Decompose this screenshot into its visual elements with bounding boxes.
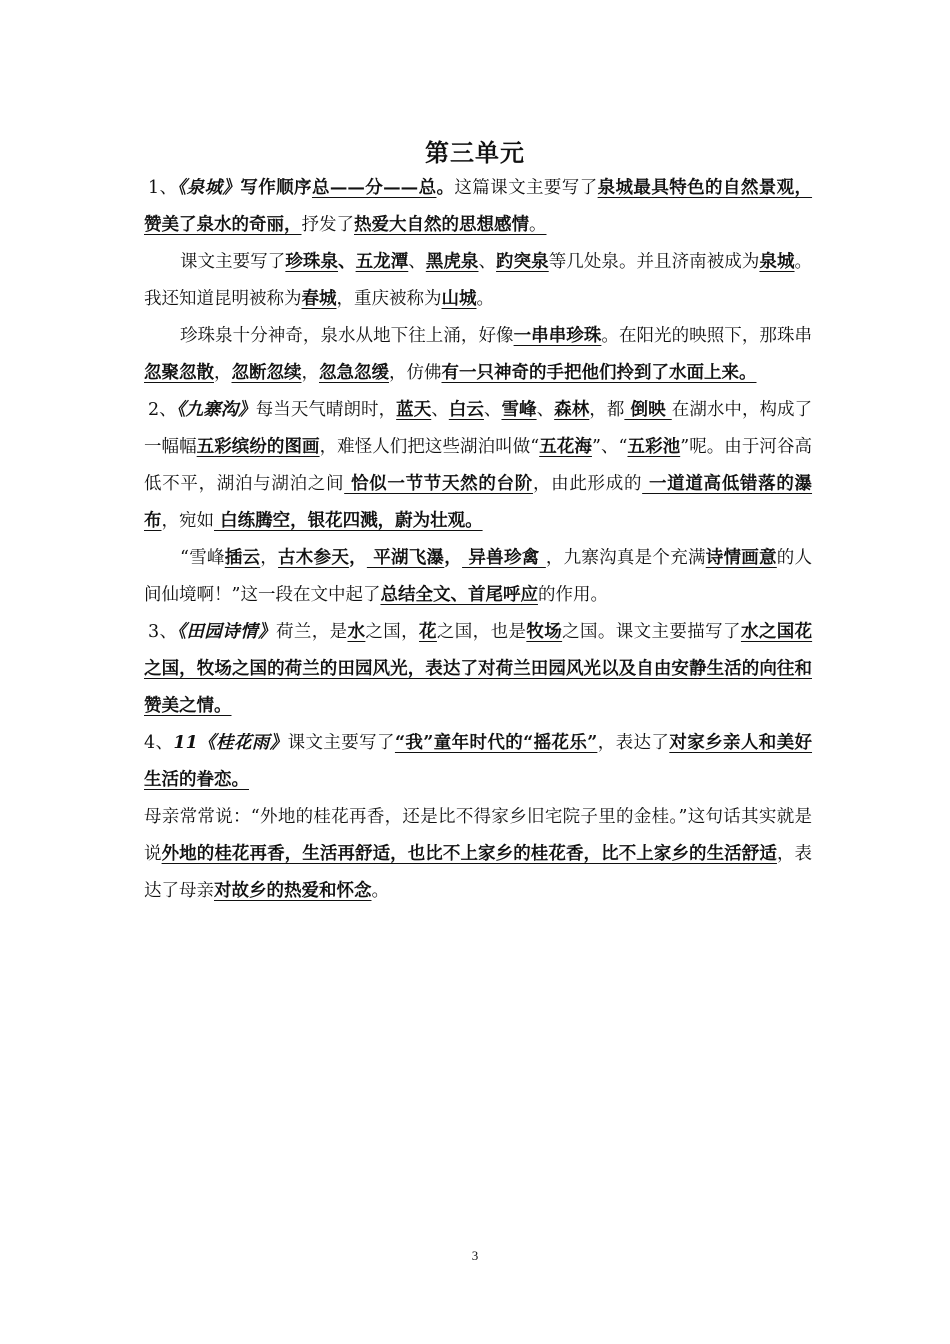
answer: 山城	[441, 289, 477, 309]
answer: 平湖飞瀑	[366, 548, 445, 568]
answer: 白练腾空，银花四溅，蔚为壮观。	[214, 511, 483, 531]
answer: 五彩缤纷的图画	[196, 437, 320, 457]
paragraph-springs	[144, 244, 812, 318]
answer: 插云	[224, 548, 261, 568]
answer: 总——分——总	[311, 178, 437, 198]
text: “雪峰	[180, 548, 225, 568]
text: 、	[431, 400, 449, 420]
lesson-title: 11《桂花雨》	[173, 733, 288, 753]
answer: 忽急忽缓	[319, 363, 389, 383]
text: ，	[214, 363, 232, 383]
answer: 水	[347, 622, 366, 642]
answer: 对家乡亲人和美好生活的眷恋。	[144, 733, 813, 790]
answer: 总结全文、首尾呼应	[380, 585, 538, 605]
text: 。	[371, 881, 389, 901]
item-number: 3、	[148, 622, 178, 642]
answer: 水之国花之国，牧场之国的荷兰的田园风光，表达了对荷兰田园风光以及自由安静生活的向往和赞美之情。	[144, 622, 813, 716]
paragraph-mother-quote	[144, 799, 812, 910]
text: 之国，也是	[436, 622, 527, 642]
text: 。	[476, 289, 494, 309]
text: ，重庆被称为	[336, 289, 442, 309]
answer: “我”童年时代的“摇花乐”	[394, 733, 598, 753]
answer: 五花海	[539, 437, 592, 457]
answer: 五龙潭	[355, 252, 409, 272]
lesson-title: 《九寨沟》	[176, 400, 256, 420]
answer: 恰似一节节天然的台阶	[344, 474, 533, 494]
answer: 春城	[301, 289, 337, 309]
text: 抒发了	[301, 215, 354, 235]
answer: 趵突泉	[496, 252, 549, 272]
paragraph-quancheng-summary	[144, 170, 812, 244]
text: 课文主要写了	[180, 252, 286, 272]
text: ，由此形成的	[532, 474, 643, 494]
text: 之国。课文主要描写了	[562, 622, 741, 642]
page-title: 第三单元	[425, 138, 525, 167]
text: 这篇课文主要写了	[454, 178, 598, 198]
text: 。我还知道昆明被称为	[144, 252, 813, 309]
answer: 有一只神奇的手把他们拎到了水面上来。	[441, 363, 757, 383]
item-number: 1、	[148, 178, 178, 198]
text: ，	[349, 548, 367, 568]
text: 的人间仙境啊！”这一段在文中起了	[144, 548, 813, 605]
page-number: 3	[471, 1248, 479, 1263]
text: 写作顺序	[240, 178, 312, 198]
text: 课文主要写了	[287, 733, 395, 753]
answer: 森林	[554, 400, 590, 420]
text: 、	[338, 252, 356, 272]
answer: 泉城	[759, 252, 795, 272]
item-number: 4、	[144, 733, 174, 753]
answer: 异兽珍禽	[462, 548, 546, 568]
paragraph-pearl-spring	[144, 318, 812, 392]
answer: 诗情画意	[705, 548, 777, 568]
text: ，	[444, 548, 463, 568]
text: 等几处泉。并且济南被成为	[548, 252, 760, 272]
text: ，九寨沟真是个充满	[545, 548, 706, 568]
answer: 牧场	[526, 622, 563, 642]
lesson-title: 《田园诗情》	[177, 622, 276, 642]
answer: 花	[419, 622, 437, 642]
text: 。	[436, 178, 455, 198]
text: ，	[301, 363, 319, 383]
text: 每当天气晴朗时，	[255, 400, 397, 420]
answer: 古木参天	[278, 548, 350, 568]
text: ”、“	[591, 437, 628, 457]
text: 在湖水中，构成了一幅幅	[144, 400, 813, 457]
text: 珍珠泉十分神奇，泉水从地下往上涌，好像	[180, 326, 514, 346]
answer: 黑虎泉	[425, 252, 479, 272]
paragraph-tianyuan	[144, 614, 812, 725]
text: 。在阳光的映照下，那珠串	[601, 326, 813, 346]
text: 、	[408, 252, 426, 272]
text: ，表达了母亲	[144, 844, 813, 901]
answer: 一串串珍珠	[513, 326, 602, 346]
paragraph-guihua	[144, 725, 812, 799]
answer: 蓝天	[396, 400, 432, 420]
text: ，	[260, 548, 279, 568]
text: ，表达了	[597, 733, 670, 753]
answer: 外地的桂花再香，生活再舒适，也比不上家乡的桂花香，比不上家乡的生活舒适	[161, 844, 777, 864]
paragraph-jiuzhaigou	[144, 392, 812, 540]
text: 、	[536, 400, 555, 420]
text: 荷兰，是	[275, 622, 348, 642]
text: 。	[529, 215, 547, 235]
answer: 倒映	[624, 400, 672, 420]
lesson-title: 《泉城》	[177, 178, 241, 198]
answer: 五彩池	[627, 437, 681, 457]
answer: 白云	[448, 400, 484, 420]
document-body	[144, 170, 812, 910]
answer: 泉城最具特色的自然景观，赞美了泉水的奇丽，	[144, 178, 813, 235]
text: 、	[478, 252, 497, 272]
answer: 珍珠泉	[285, 252, 339, 272]
answer: 热爱大自然的思想感情	[354, 215, 529, 235]
answer: 对故乡的热爱和怀念	[214, 881, 372, 901]
text: ”呢。由于河谷高低不平，湖泊与湖泊之间	[144, 437, 813, 494]
text: 、	[483, 400, 502, 420]
text: ，难怪人们把这些湖泊叫做“	[319, 437, 540, 457]
answer: 忽聚忽散	[144, 363, 214, 383]
answer: 忽断忽续	[231, 363, 302, 383]
text: ，仿佛	[389, 363, 442, 383]
text: 之国，	[365, 622, 420, 642]
paragraph-idioms	[144, 540, 812, 614]
text: 母亲常常说：“外地的桂花再香，还是比不得家乡旧宅院子里的金桂。”这句话其实就是说	[144, 807, 812, 864]
text: ，都	[589, 400, 625, 420]
answer: 一道道高低错落的瀑布	[144, 474, 813, 531]
text: 的作用。	[537, 585, 608, 605]
item-number: 2、	[148, 400, 177, 420]
answer: 雪峰	[501, 400, 537, 420]
text: ，宛如	[161, 511, 214, 531]
